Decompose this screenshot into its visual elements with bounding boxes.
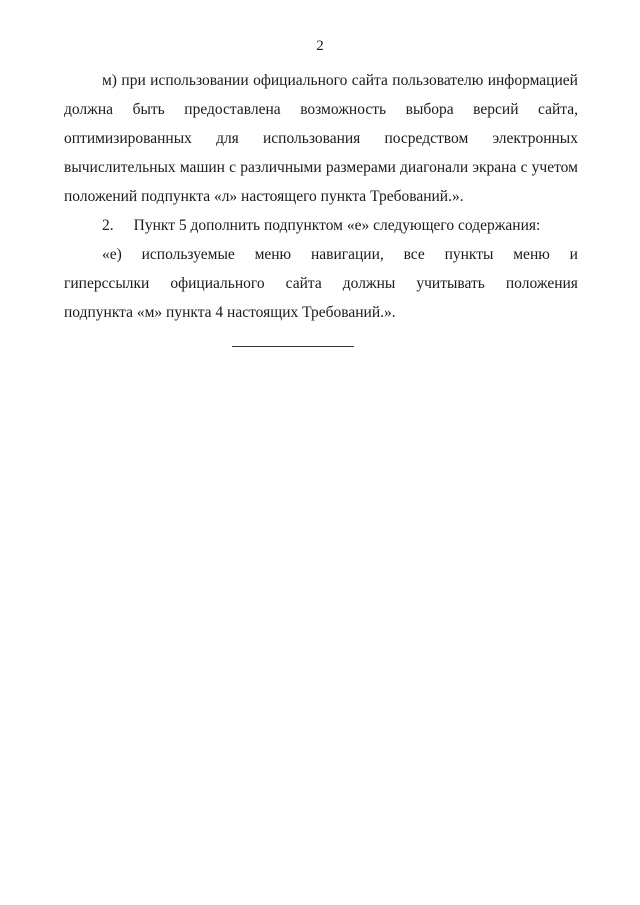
separator-line [232,346,354,347]
page-number: 2 [316,38,324,54]
text-line: гиперссылки официального сайта должны учитывать положения [64,275,578,292]
text-line: положений подпункта «л» настоящего пункта Требований.». [64,188,464,205]
document-body [64,66,578,327]
text-line: «е) используемые меню навигации, все пункты меню и [102,246,578,263]
text-line: должна быть предоставлена возможность выбора версий сайта, [64,101,578,118]
text-line: 2. Пункт 5 дополнить подпунктом «е» следующего содержания: [102,217,541,234]
text-line: подпункта «м» пункта 4 настоящих Требований.». [64,304,396,321]
text-line: оптимизированных для использования посредством электронных [64,130,578,147]
text-line: вычислительных машин с различными размерами диагонали экрана с учетом [64,159,578,176]
text-line: м) при использовании официального сайта пользователю информацией [102,72,578,89]
